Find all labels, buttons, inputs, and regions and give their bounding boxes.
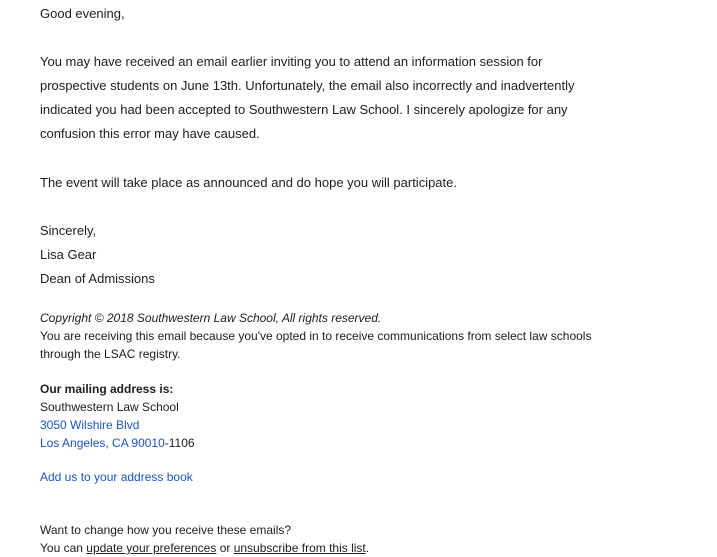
paragraph-1-line: prospective students on June 13th. Unfortunately, the email also incorrectly and inadvertently [40,78,575,93]
or-text: or [216,541,234,555]
mailing-address [40,380,660,452]
paragraph-1-line: You may have received an email earlier inviting you to attend an information session for [40,54,543,69]
add-to-address-book-link[interactable]: Add us to your address book [40,470,193,484]
signature-block [40,219,155,291]
signer-title: Dean of Admissions [40,271,155,286]
preferences-line [40,539,660,557]
receiving-line: You are receiving this email because you've opted in to receive communications from select law schools [40,329,592,343]
receiving-line: through the LSAC registry. [40,347,181,361]
receiving-notice [40,327,660,363]
preferences-section [40,521,660,557]
zip-suffix: -1106 [164,436,195,450]
signer-name: Lisa Gear [40,247,97,262]
paragraph-1-line: indicated you had been accepted to Southwestern Law School. I sincerely apologize for any [40,102,568,117]
closing: Sincerely, [40,223,97,238]
greeting: Good evening, [40,6,125,21]
copyright-text: Copyright © 2018 Southwestern Law School, All rights reserved. [40,311,382,325]
you-can-text: You can [40,541,87,555]
paragraph-2: The event will take place as announced and do hope you will participate. [40,175,457,190]
address-book-section [40,468,660,486]
copyright-notice [40,309,660,327]
city-address-link[interactable]: Los Angeles, CA 90010 [40,436,165,450]
paragraph-1 [40,50,575,146]
unsubscribe-link[interactable]: unsubscribe from this list [233,541,366,555]
street-address-link[interactable]: 3050 Wilshire Blvd [40,418,140,432]
change-prompt: Want to change how you receive these emails? [40,523,292,537]
update-preferences-link[interactable]: update your preferences [86,541,217,555]
paragraph-1-line: confusion this error may have caused. [40,126,260,141]
period-text: . [365,541,370,555]
mailing-heading: Our mailing address is: [40,382,174,396]
org-name: Southwestern Law School [40,400,179,414]
